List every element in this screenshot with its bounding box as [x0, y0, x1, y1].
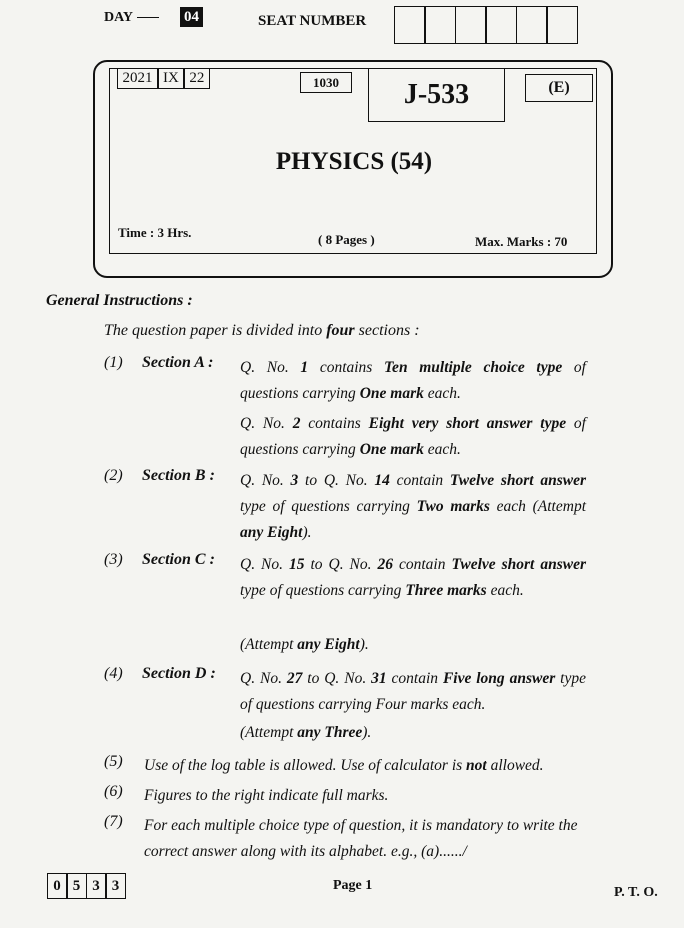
seat-digit-box[interactable]	[485, 6, 517, 44]
section-a-q1: Q. No. 1 contains Ten multiple choice type of questions carrying One mark each.	[240, 359, 586, 402]
medium-label: (E)	[525, 74, 593, 102]
item-number: (4)	[104, 665, 123, 682]
note-full-marks: Figures to the right indicate full marks.	[144, 787, 389, 804]
time-label: Time : 3 Hrs.	[118, 225, 192, 240]
section-label: Section B :	[142, 467, 215, 484]
pages-label: ( 8 Pages )	[318, 232, 375, 247]
exam-year-box	[118, 68, 210, 89]
seat-digit-box[interactable]	[394, 6, 426, 44]
seat-digit-box[interactable]	[516, 6, 548, 44]
item-number: (2)	[104, 467, 123, 484]
item-number: (7)	[104, 813, 123, 830]
section-label: Section C :	[142, 551, 215, 568]
item-number: (3)	[104, 551, 123, 568]
seat-digit-box[interactable]	[546, 6, 578, 44]
item-number: (1)	[104, 354, 123, 371]
day-number: 04	[180, 7, 203, 27]
pto-label: P. T. O.	[614, 885, 658, 900]
exam-date: 22	[183, 68, 210, 89]
section-d-attempt: (Attempt any Three).	[240, 724, 372, 741]
instructions-heading: General Instructions :	[46, 292, 193, 309]
exam-std: IX	[157, 68, 185, 89]
section-c-text: Q. No. 15 to Q. No. 26 contain Twelve short answer type of questions carrying Three marks each.	[240, 556, 586, 599]
note-log-table: Use of the log table is allowed. Use of calculator is not allowed.	[144, 757, 544, 774]
section-a-q2: Q. No. 2 contains Eight very short answer type of questions carrying One mark each.	[240, 415, 586, 458]
seat-digit-box[interactable]	[424, 6, 456, 44]
note-mcq-answer: For each multiple choice type of question, it is mandatory to write the correct answer along with its alphabet. e.g., (a)....../	[144, 817, 578, 860]
page-number: Page 1	[333, 878, 373, 893]
section-label: Section A :	[142, 354, 214, 371]
item-number: (5)	[104, 753, 123, 770]
footer-code-digit: 3	[105, 873, 126, 899]
exam-year: 2021	[117, 68, 159, 89]
instructions-intro: The question paper is divided into four sections :	[104, 322, 420, 339]
section-c-attempt: (Attempt any Eight).	[240, 636, 369, 653]
footer-code-digit: 5	[66, 873, 87, 899]
section-b-text: Q. No. 3 to Q. No. 14 contain Twelve short answer type of questions carrying Two marks each (Attempt any Eight).	[240, 472, 586, 541]
paper-code: J-533	[368, 68, 505, 122]
day-label: DAY	[104, 10, 163, 26]
seat-number-boxes	[395, 6, 578, 44]
section-label: Section D :	[142, 665, 216, 682]
subject-code: 1030	[300, 72, 352, 93]
footer-code-digit: 3	[86, 873, 107, 899]
footer-code-box	[48, 873, 126, 899]
seat-digit-box[interactable]	[455, 6, 487, 44]
max-marks-label: Max. Marks : 70	[475, 234, 568, 249]
seat-number-label: SEAT NUMBER	[258, 13, 367, 29]
subject-title: PHYSICS (54)	[275, 148, 433, 175]
footer-code-digit: 0	[47, 873, 68, 899]
item-number: (6)	[104, 783, 123, 800]
section-d-text: Q. No. 27 to Q. No. 31 contain Five long answer type of questions carrying Four marks each.	[240, 670, 586, 713]
